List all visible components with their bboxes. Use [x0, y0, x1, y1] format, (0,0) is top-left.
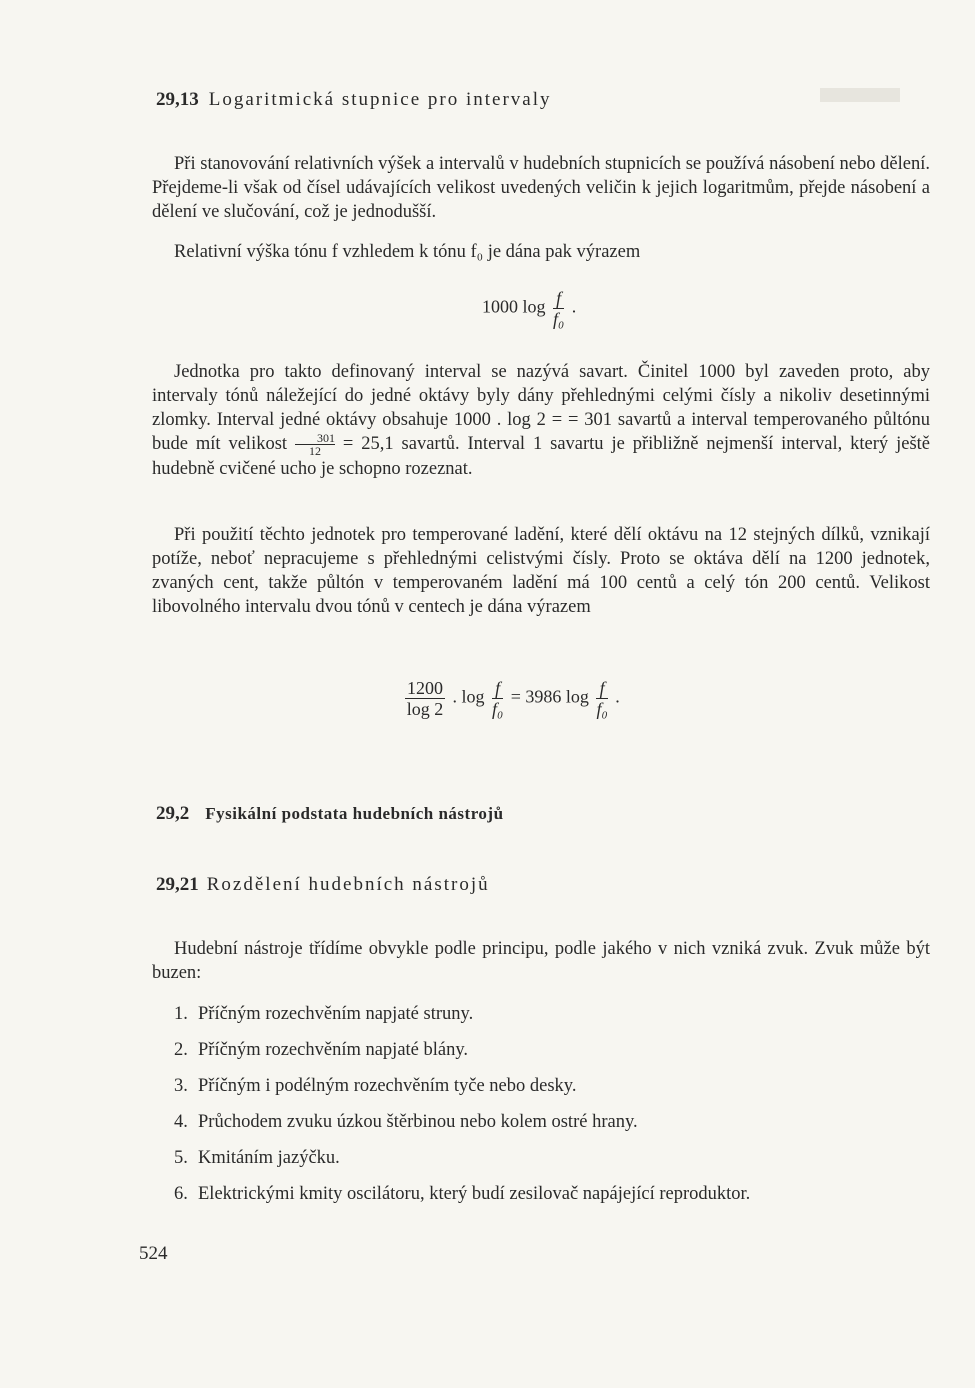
show-through-artifact	[820, 88, 900, 102]
paragraph-cent-definition	[152, 523, 930, 619]
paragraph-text: Hudební nástroje třídíme obvykle podle principu, podle jakého v nich vzniká zvuk. Zvuk může být buzen:	[152, 939, 930, 983]
paragraph-text: Při použití těchto jednotek pro temperované ladění, které dělí oktávu na 12 stejných dílků, vznikají potíže, neboť nepracujeme s přehlednými celistvými čísly. Proto se oktáva dělí na 1200 jednotek, zvaných cent, takže půltón v temperovaném ladění má 100 centů a celý tón 200 centů. Velikost libovolného intervalu dvou tónů v centech je dána výrazem	[152, 525, 930, 617]
list-item	[174, 1076, 576, 1097]
list-item	[174, 1112, 638, 1133]
paragraph-text-before: Jednotka pro takto definovaný interval se nazývá savart. Činitel 1000 byl zaveden proto, aby intervaly tónů náležející do jedné oktávy byly dány přehlednými celými čísly a nikoliv desetinnými zlomky. Interval jedné oktávy obsahuje 1000 . log 2 = = 301 savartů a interval temperovaného půltónu bude mít velikost	[152, 362, 930, 454]
list-item-text: Průchodem zvuku úzkou štěrbinou nebo kolem ostré hrany.	[198, 1112, 638, 1132]
section-number: 29,2	[156, 803, 190, 824]
list-item	[174, 1040, 468, 1061]
fraction-numerator: 301	[295, 432, 335, 445]
paragraph-classification	[152, 937, 930, 985]
section-number: 29,13	[156, 89, 199, 110]
fraction-numerator: f	[596, 678, 607, 699]
section-heading-29-21	[156, 874, 490, 896]
fraction-denominator: f₀	[596, 699, 608, 719]
fraction-numerator: 1200	[407, 678, 443, 698]
inline-fraction	[295, 432, 335, 457]
fraction-denominator: f₀	[553, 309, 565, 329]
fraction	[405, 678, 445, 719]
fraction-numerator: f	[553, 288, 564, 309]
formula-operator: . log	[452, 686, 485, 707]
list-item-number: 5.	[174, 1148, 188, 1168]
section-title: Fysikální podstata hudebních nástrojů	[205, 804, 504, 823]
section-heading-29-2	[156, 803, 504, 825]
formula-end: .	[615, 686, 620, 707]
paragraph-text-after: = 25,1 savartů. Interval 1 savartu je přibližně nejmenší interval, který ještě hudebně cvičené ucho je schopno rozeznat.	[152, 434, 931, 480]
list-item-text: Příčným rozechvěním napjaté struny.	[198, 1004, 474, 1024]
section-heading-29-13	[156, 89, 552, 111]
list-item-number: 4.	[174, 1112, 188, 1132]
list-item-number: 2.	[174, 1040, 188, 1060]
list-item-number: 3.	[174, 1076, 188, 1096]
fraction-numerator: f	[492, 678, 503, 699]
section-title: Rozdělení hudebních nástrojů	[206, 874, 490, 895]
list-item	[174, 1148, 340, 1169]
paragraph-relative-pitch	[152, 240, 930, 264]
paragraph-text	[152, 360, 930, 481]
fraction	[596, 678, 607, 719]
list-item	[174, 1004, 473, 1025]
paragraph-text: Při stanovování relativních výšek a intervalů v hudebních stupnicích se používá násobení nebo dělení. Přejdeme-li však od čísel udávajících velikost uvedených veličin k jejich logaritmům, přejde násobení a dělení ve slučování, což je jednodušší.	[152, 154, 930, 222]
paragraph-savart-definition	[152, 360, 930, 481]
paragraph-intro	[152, 152, 930, 224]
formula-cent	[402, 678, 620, 719]
list-item-text: Příčným rozechvěním napjaté blány.	[198, 1040, 469, 1060]
formula-coefficient: 1000 log	[482, 296, 546, 317]
list-item-text: Kmitáním jazýčku.	[198, 1148, 340, 1168]
section-number: 29,21	[156, 874, 199, 895]
fraction-denominator: 12	[308, 444, 321, 459]
list-item-number: 6.	[174, 1184, 188, 1204]
fraction-denominator: log 2	[406, 699, 444, 719]
fraction-denominator: f₀	[492, 699, 504, 719]
section-title: Logaritmická stupnice pro intervaly	[208, 89, 552, 110]
formula-equals: = 3986 log	[510, 686, 589, 707]
list-item	[174, 1184, 750, 1205]
fraction	[492, 678, 503, 719]
formula-savart	[482, 288, 576, 329]
list-item-number: 1.	[174, 1004, 188, 1024]
formula-end: .	[571, 296, 577, 317]
fraction	[553, 288, 564, 329]
list-item-text: Příčným i podélným rozechvěním tyče nebo desky.	[198, 1076, 577, 1096]
list-item-text: Elektrickými kmity oscilátoru, který budí zesilovač napájející reproduktor.	[198, 1184, 751, 1204]
paragraph-text: Relativní výška tónu f vzhledem k tónu f₀ je dána pak výrazem	[174, 242, 641, 262]
page-number: 524	[139, 1243, 168, 1264]
